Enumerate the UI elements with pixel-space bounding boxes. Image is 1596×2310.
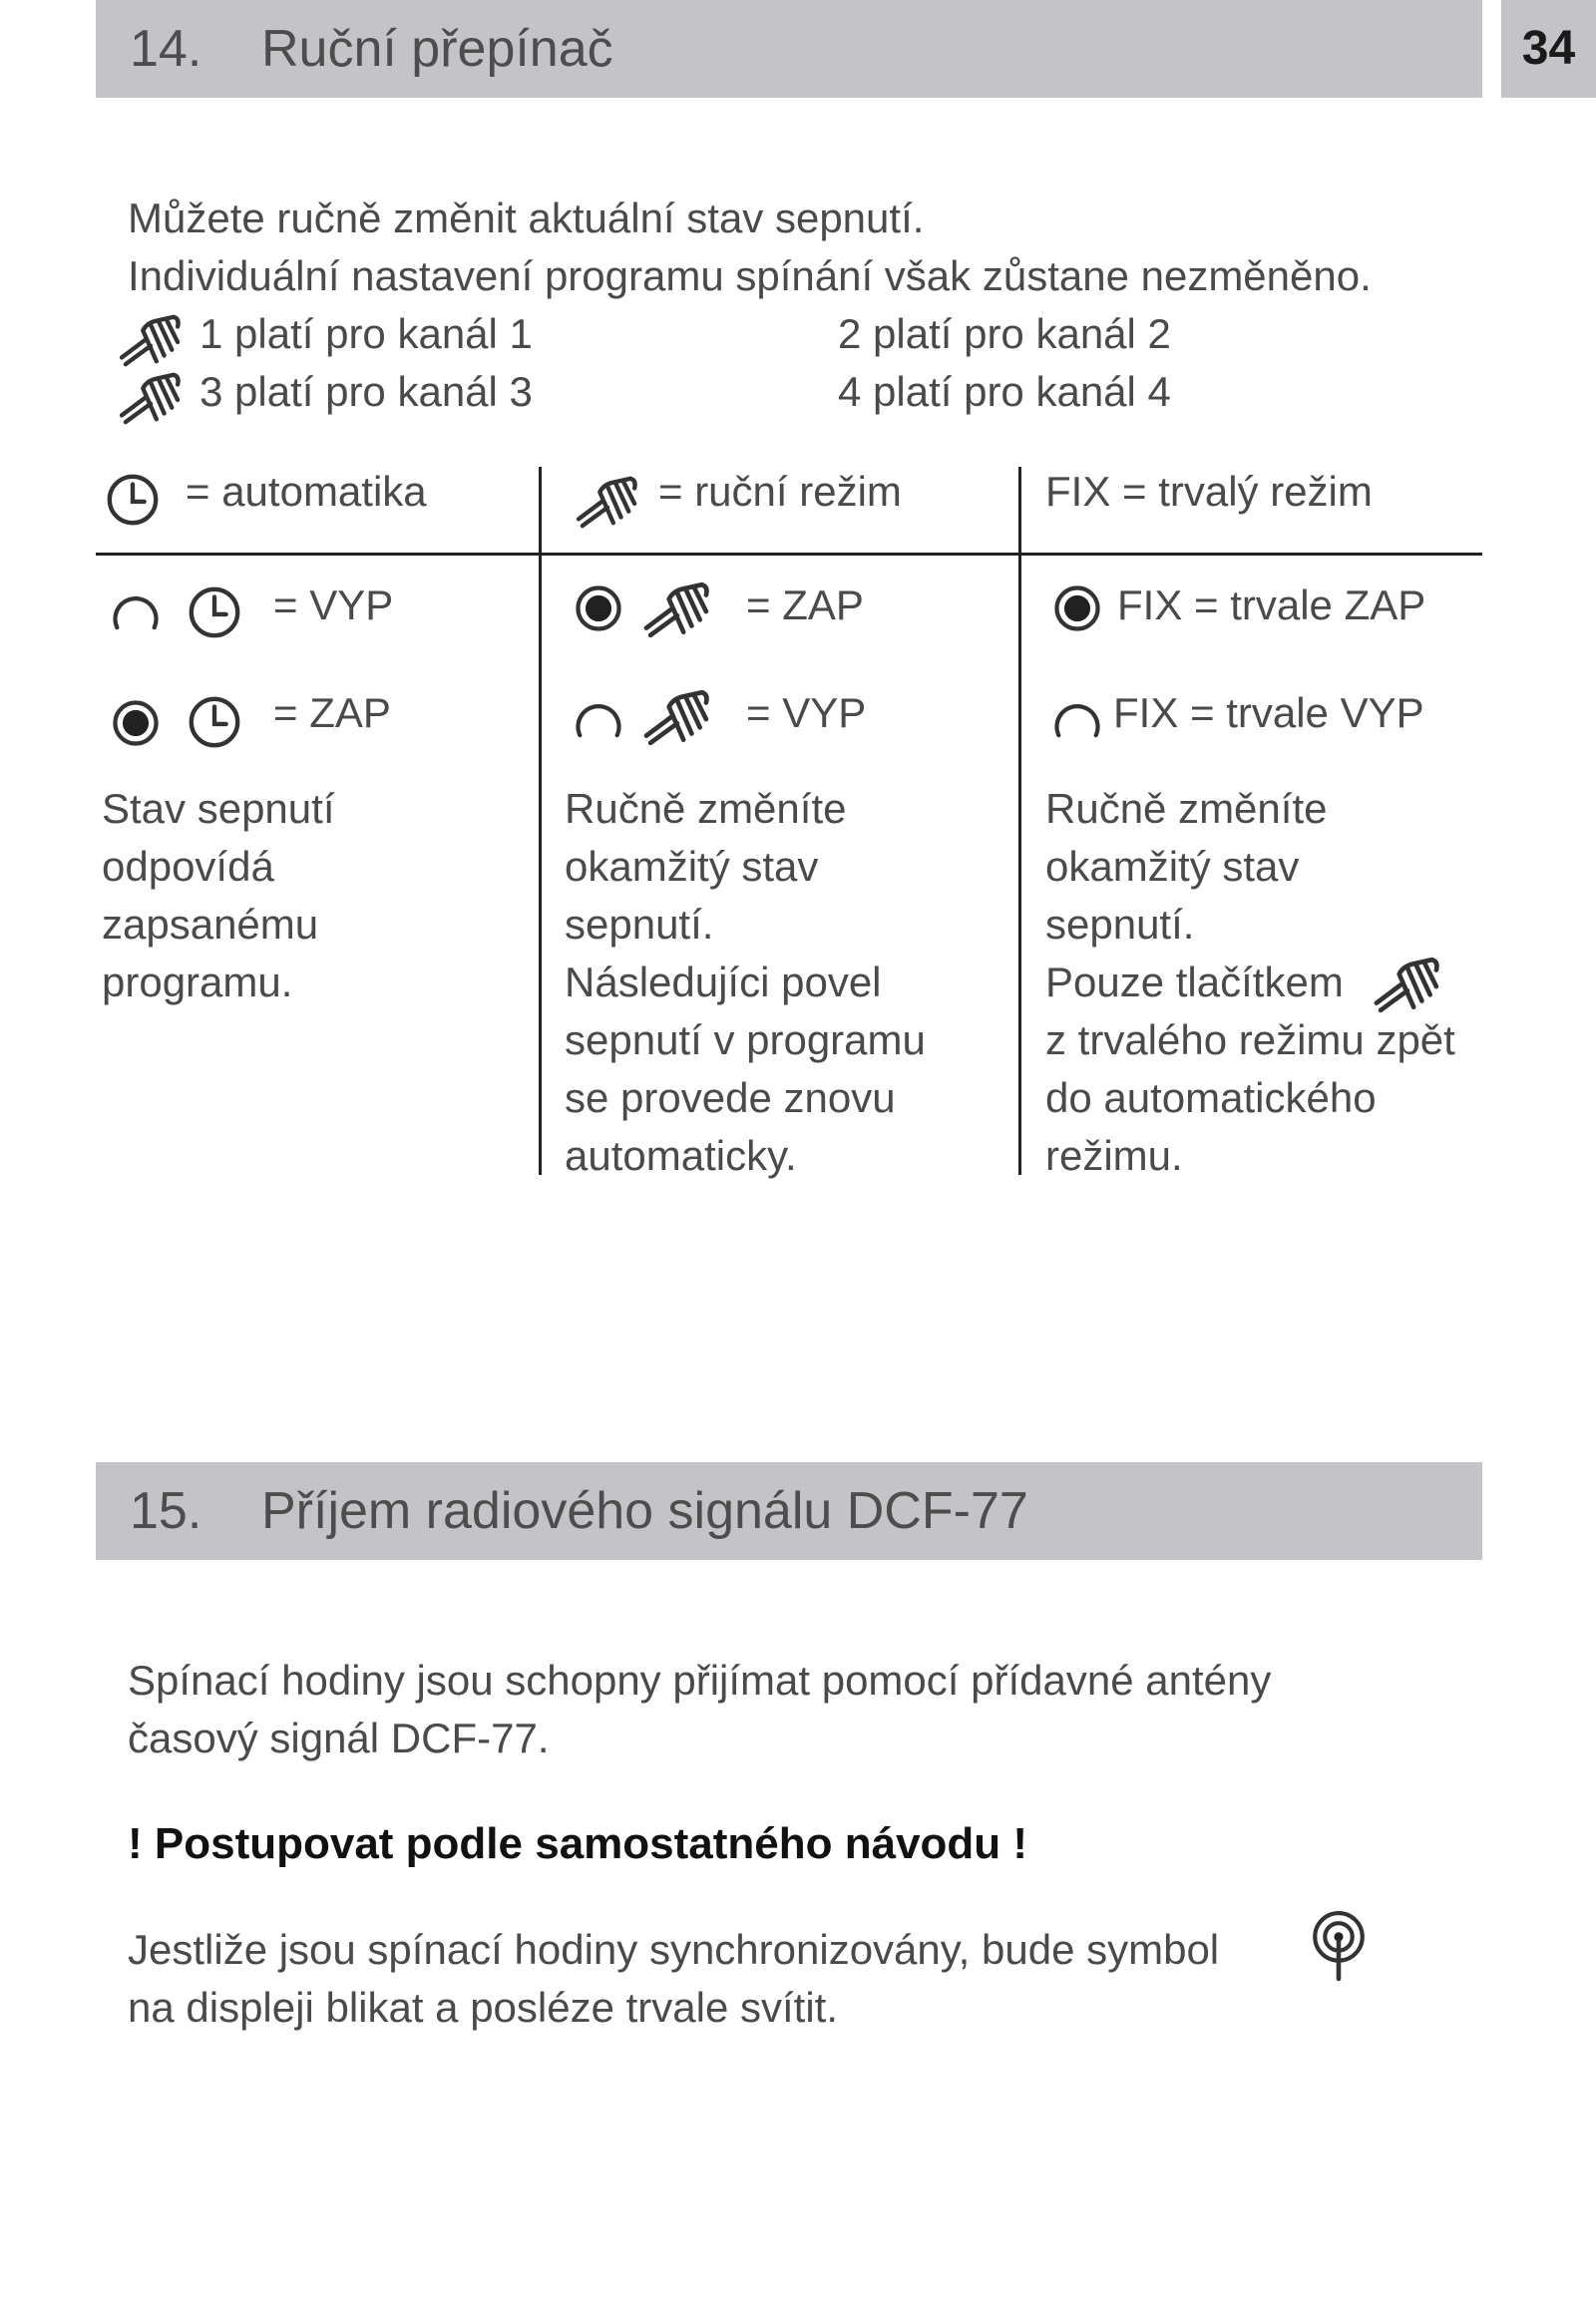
hand-icon [118,311,186,369]
col3-desc-line: z trvalého režimu zpět [1045,1016,1455,1063]
hand-icon [640,578,716,640]
hand-icon [575,473,642,531]
intro-line-2: Individuální nastavení programu spínání však zůstane nezměněno. [128,252,1372,299]
channel-2-text: 2 platí pro kanál 2 [838,310,1171,357]
col2-desc-line: okamžitý stav [565,843,819,890]
section-15-header [96,1462,1482,1560]
dcf-paragraph-line-2: časový signál DCF-77. [128,1715,550,1761]
col2-desc-line: sepnutí v programu [565,1016,926,1063]
antenna-icon [1307,1909,1371,1983]
sync-paragraph-line-1: Jestliže jsou spínací hodiny synchronizovány, bude symbol [128,1926,1220,1973]
page-number: 34 [1521,22,1576,75]
col2-row1: = ZAP [746,581,864,628]
channel-3-text: 3 platí pro kanál 3 [200,368,533,415]
col3-desc-line: režimu. [1045,1132,1183,1179]
hand-icon [118,369,186,427]
clock-icon [186,583,243,641]
section-number: 15. [130,1482,202,1540]
col3-desc-line: okamžitý stav [1045,843,1300,890]
col3-desc-line: do automatického [1045,1074,1377,1121]
col1-header: = automatika [186,468,427,515]
col2-desc-line: sepnutí. [565,901,714,948]
col3-desc-line: Pouze tlačítkem [1045,959,1344,1005]
open-circle-icon [571,696,626,752]
open-circle-icon [108,588,164,644]
col3-row1: FIX = trvale ZAP [1117,581,1426,628]
col2-desc-line: Ručně změníte [565,785,847,832]
sync-paragraph-line-2: na displeji blikat a posléze trvale svítit. [128,1984,839,2031]
col1-desc-line: odpovídá [102,843,274,890]
col2-row2: = VYP [746,689,867,736]
col1-row1: = VYP [273,581,394,628]
section-title: Ruční přepínač [261,20,613,78]
col2-desc-line: Následujíci povel [565,959,882,1005]
col1-desc-line: programu. [102,959,293,1005]
open-circle-icon [1049,696,1105,752]
table-header-divider [96,553,1482,556]
col1-row2: = ZAP [273,689,391,736]
section-14-header [96,0,1482,98]
col1-desc-line: zapsanému [102,901,319,948]
table-column-divider-2 [1018,467,1021,1175]
section-title: Příjem radiového signálu DCF-77 [261,1482,1028,1540]
hand-icon [640,686,716,748]
col3-header: FIX = trvalý režim [1045,468,1373,515]
hand-icon [1371,954,1446,1015]
warning-text: ! Postupovat podle samostatného návodu ! [128,1819,1028,1868]
col2-header: = ruční režim [658,468,902,515]
col3-row2: FIX = trvale VYP [1113,689,1424,736]
dcf-paragraph-line-1: Spínací hodiny jsou schopny přijímat pomocí přídavné antény [128,1657,1272,1704]
col3-desc-line: sepnutí. [1045,901,1195,948]
col3-desc-line: Ručně změníte [1045,785,1328,832]
page-number-box [1501,0,1596,98]
section-number: 14. [130,20,202,78]
channel-1-text: 1 platí pro kanál 1 [200,310,533,357]
table-column-divider-1 [539,467,542,1175]
col2-desc-line: se provede znovu [565,1074,896,1121]
col1-desc-line: Stav sepnutí [102,785,335,832]
col2-desc-line: automaticky. [565,1132,797,1179]
channel-4-text: 4 platí pro kanál 4 [838,368,1171,415]
clock-icon [104,471,162,529]
clock-icon [186,693,243,751]
intro-line-1: Můžete ručně změnit aktuální stav sepnutí. [128,194,925,241]
filled-circle-icon [571,580,626,636]
filled-circle-icon [108,695,164,751]
filled-circle-icon [1049,580,1105,636]
